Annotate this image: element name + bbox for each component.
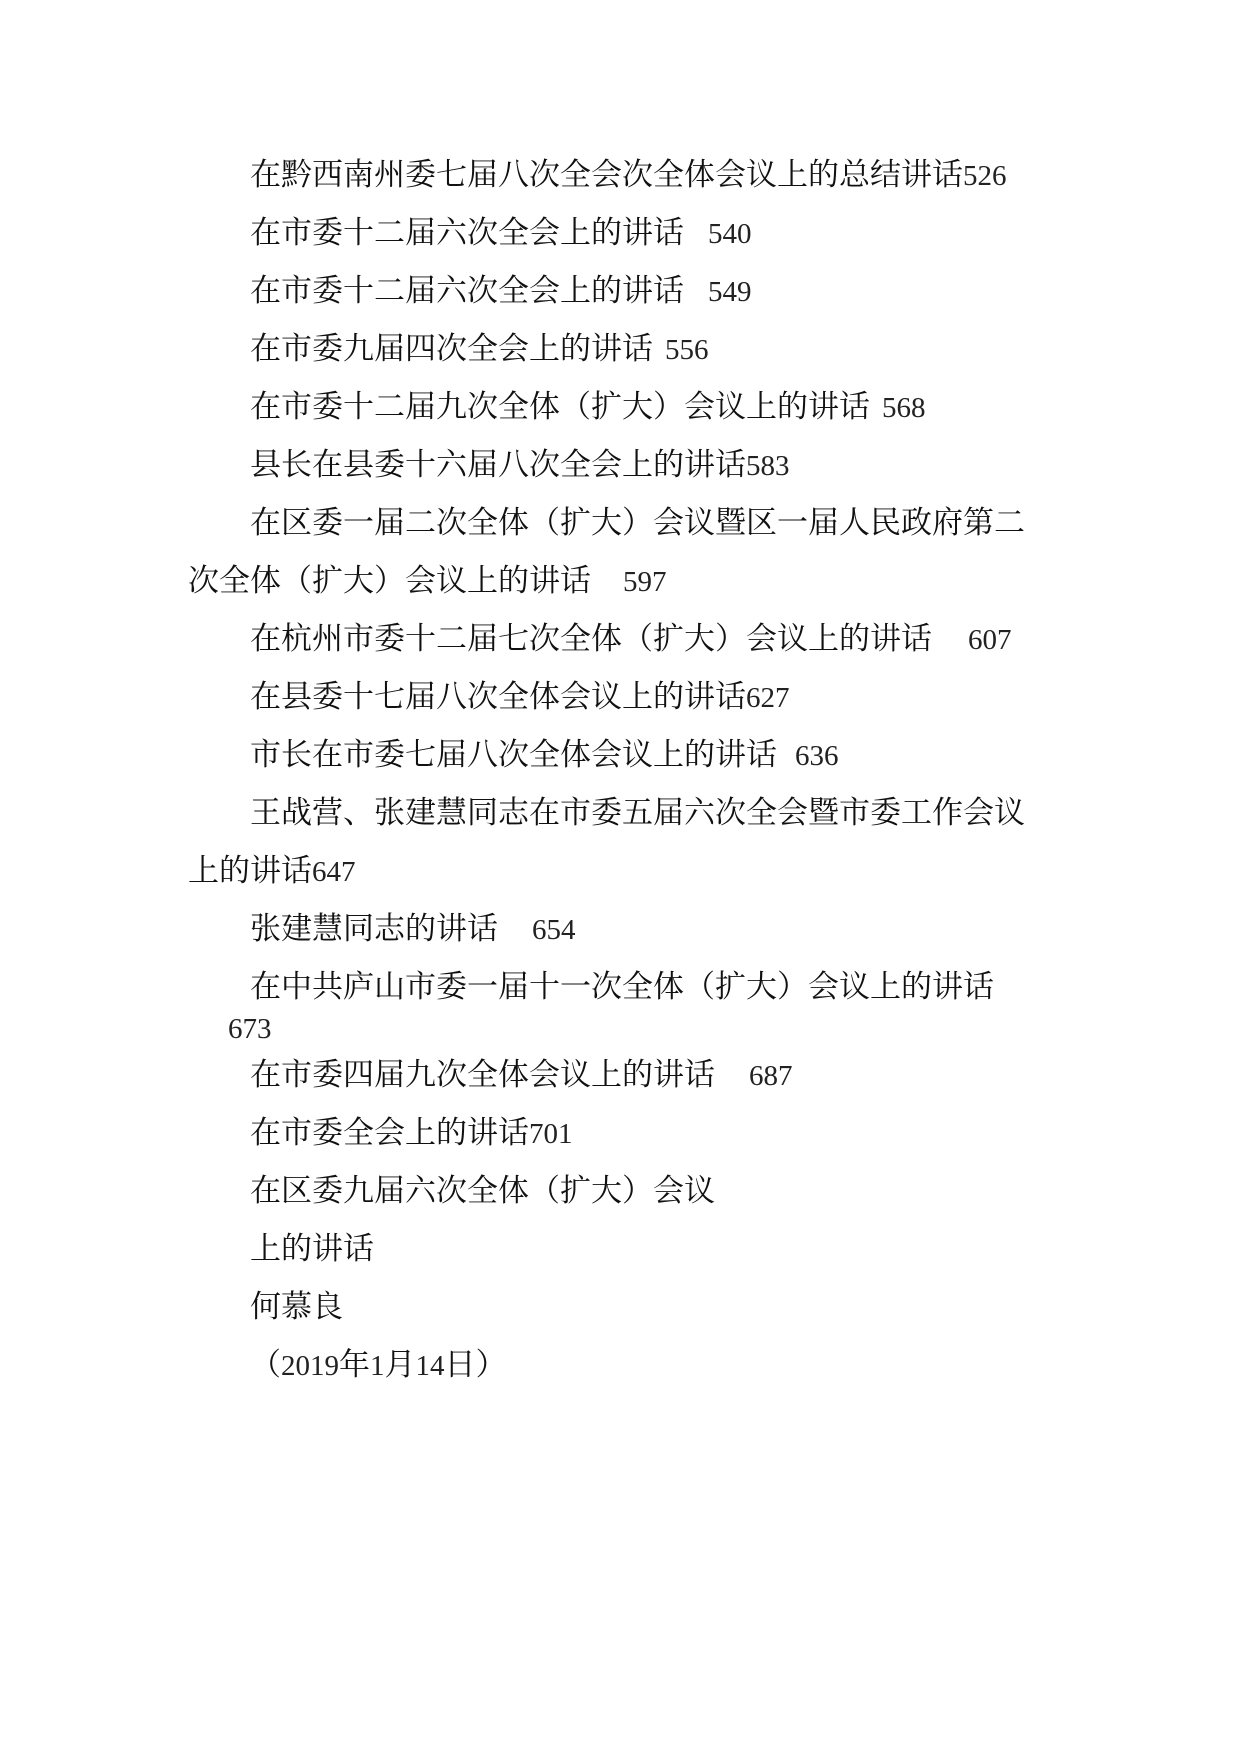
toc-entry-page: 647	[312, 856, 356, 888]
toc-entry-title: 在市委全会上的讲话	[250, 1115, 529, 1151]
toc-entry-page: 549	[708, 276, 752, 308]
date-close-paren: ）	[475, 1347, 507, 1383]
toc-entry-line2[interactable]	[188, 851, 356, 892]
toc-entry[interactable]	[250, 445, 790, 486]
toc-entry-title: 在市委十二届六次全会上的讲话	[250, 215, 684, 251]
date-day-unit: 日	[444, 1347, 476, 1383]
toc-entry[interactable]	[250, 619, 1012, 660]
toc-entry-title: 在县委十七届八次全体会议上的讲话	[250, 679, 746, 715]
date-year-unit: 年	[339, 1347, 370, 1383]
date-day: 14	[415, 1350, 445, 1382]
toc-entry-title: 在中共庐山市委一届十一次全体（扩大）会议上的讲话	[250, 969, 994, 1005]
toc-entry-title: 在市委十二届六次全会上的讲话	[250, 273, 684, 309]
toc-entry-page: 540	[708, 218, 752, 250]
toc-entry-title: 在黔西南州委七届八次全会次全体会议上的总结讲话	[250, 157, 963, 193]
toc-entry[interactable]	[250, 329, 709, 370]
toc-entry-title: 县长在县委十六届八次全会上的讲话	[250, 447, 746, 483]
speech-title-line2: 上的讲话	[250, 1231, 374, 1267]
toc-entry-line2[interactable]	[228, 1008, 272, 1049]
toc-entry-line1[interactable]	[250, 503, 1025, 543]
speech-author: 何慕良	[250, 1289, 343, 1325]
toc-entry-page: 583	[746, 450, 790, 482]
toc-entry-title: 王战营、张建慧同志在市委五届六次全会暨市委工作会议	[250, 795, 1025, 831]
toc-entry[interactable]	[250, 677, 790, 718]
toc-entry-title: 在市委九届四次全会上的讲话	[250, 331, 653, 367]
toc-entry-page: 636	[795, 740, 839, 772]
toc-entry-title: 在区委一届二次全体（扩大）会议暨区一届人民政府第二	[250, 505, 1025, 541]
toc-entry-title: 在杭州市委十二届七次全体（扩大）会议上的讲话	[250, 621, 932, 657]
toc-entry-line2[interactable]	[188, 561, 667, 602]
toc-entry-title-cont: 上的讲话	[188, 853, 312, 889]
toc-entry-title: 在市委十二届九次全体（扩大）会议上的讲话	[250, 389, 870, 425]
toc-entry-page: 673	[228, 1013, 272, 1045]
toc-entry-line1[interactable]	[250, 967, 994, 1007]
toc-entry[interactable]	[250, 271, 752, 312]
toc-entry-page: 556	[665, 334, 709, 366]
toc-entry-line1[interactable]	[250, 793, 1025, 833]
toc-entry-page: 568	[882, 392, 926, 424]
toc-entry[interactable]	[250, 1055, 793, 1096]
toc-entry[interactable]	[250, 735, 839, 776]
toc-entry-title: 在市委四届九次全体会议上的讲话	[250, 1057, 715, 1093]
toc-entry-page: 607	[968, 624, 1012, 656]
toc-entry-title: 张建慧同志的讲话	[250, 911, 498, 947]
date-open-paren: （	[250, 1347, 281, 1383]
speech-date	[250, 1345, 507, 1386]
toc-entry[interactable]	[250, 1113, 573, 1154]
toc-entry-page: 597	[623, 566, 667, 598]
toc-entry[interactable]	[250, 387, 926, 428]
toc-entry-page: 687	[749, 1060, 793, 1092]
date-month-unit: 月	[384, 1347, 416, 1383]
toc-entry-page: 701	[529, 1118, 573, 1150]
date-year: 2019	[281, 1350, 339, 1382]
toc-entry[interactable]	[250, 909, 576, 950]
toc-entry-title: 市长在市委七届八次全体会议上的讲话	[250, 737, 777, 773]
toc-entry-page: 526	[963, 160, 1007, 192]
toc-entry-page: 627	[746, 682, 790, 714]
date-month: 1	[370, 1350, 385, 1382]
toc-entry[interactable]	[250, 213, 752, 254]
speech-title-line1: 在区委九届六次全体（扩大）会议	[250, 1173, 715, 1209]
toc-entry-title-cont: 次全体（扩大）会议上的讲话	[188, 563, 591, 599]
toc-entry[interactable]	[250, 155, 1007, 196]
toc-entry-page: 654	[532, 914, 576, 946]
